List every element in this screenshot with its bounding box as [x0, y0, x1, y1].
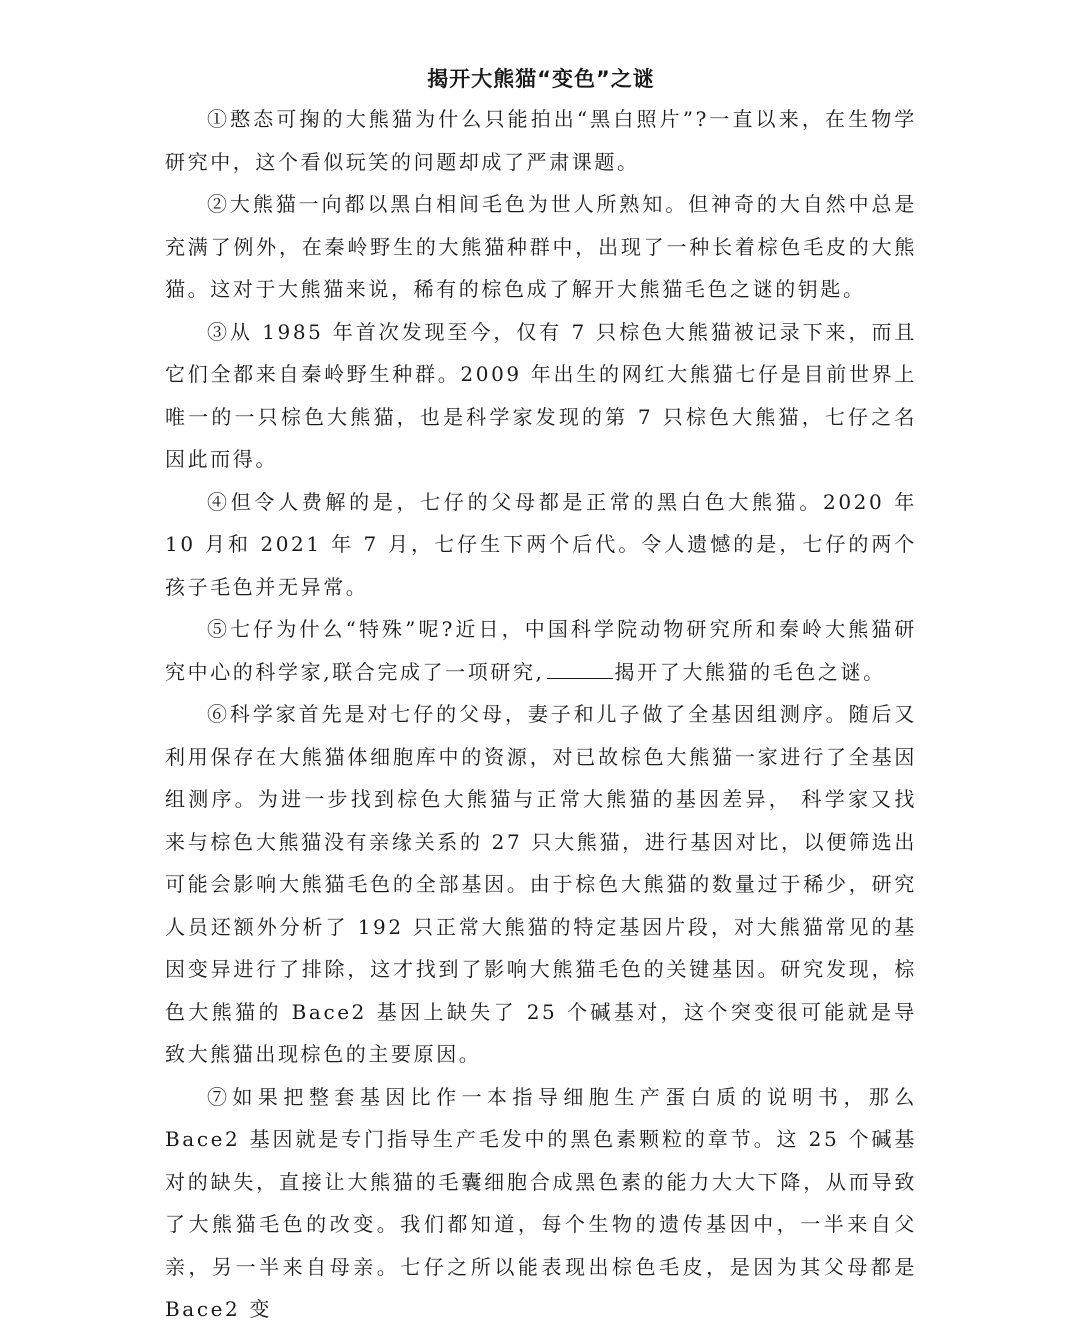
fill-in-blank	[547, 658, 613, 679]
paragraph-1: ①憨态可掬的大熊猫为什么只能拍出“黑白照片”?一直以来，在生物学研究中，这个看似玩笑的问题却成了严肃课题。	[165, 107, 917, 174]
paragraph-6: ⑥科学家首先是对七仔的父母，妻子和儿子做了全基因组测序。随后又利用保存在大熊猫体细胞库中的资源，对已故棕色大熊猫一家进行了全基因组测序。为进一步找到棕色大熊猫与正常大熊猫的基因差异， 科学家又找来与棕色大熊猫没有亲缘关系的 27 只大熊猫，进行基因对比，以便筛选出可能会影响大熊猫毛色的全部基因。由于棕色大熊猫的数量过于稀少，研究人员还额外分析了 192 只正常大熊猫的特定基因片段，对大熊猫常见的基因变异进行了排除，这才找到了影响大熊猫毛色的关键基因。研究发现，棕色大熊猫的 Bace2 基因上缺失了 25 个碱基对，这个突变很可能就是导致大熊猫出现棕色的主要原因。	[165, 702, 917, 1066]
paragraph-7: ⑦如果把整套基因比作一本指导细胞生产蛋白质的说明书，那么 Bace2 基因就是专门指导生产毛发中的黑色素颗粒的章节。这 25 个碱基对的缺失，直接让大熊猫的毛囊细胞合成黑色素的能力大大下降，从而导致了大熊猫毛色的改变。我们都知道，每个生物的遗传基因中，一半来自父亲，另一半来自母亲。七仔之所以能表现出棕色毛皮，是因为其父母都是 Bace2 变	[165, 1084, 917, 1321]
paragraph-3: ③从 1985 年首次发现至今，仅有 7 只棕色大熊猫被记录下来，而且它们全都来自秦岭野生种群。2009 年出生的网红大熊猫七仔是目前世界上唯一的一只棕色大熊猫，也是科学家发现的第 7 只棕色大熊猫，七仔之名因此而得。	[165, 319, 917, 471]
paragraph-2: ②大熊猫一向都以黑白相间毛色为世人所熟知。但神奇的大自然中总是充满了例外，在秦岭野生的大熊猫种群中，出现了一种长着棕色毛皮的大熊猫。这对于大熊猫来说，稀有的棕色成了解开大熊猫毛色之谜的钥匙。	[165, 192, 917, 301]
paragraph-4: ④但令人费解的是，七仔的父母都是正常的黑白色大熊猫。2020 年 10 月和 2021 年 7 月，七仔生下两个后代。令人遗憾的是，七仔的两个孩子毛色并无异常。	[165, 489, 917, 599]
paragraph-5	[165, 608, 917, 693]
article-title: 揭开大熊猫“变色”之谜	[427, 67, 655, 91]
paragraph-5-before-blank: ⑤七仔为什么“特殊”呢?近日，中国科学院动物研究所和秦岭大熊猫研究中心的科学家,联合完成了一项研究,	[165, 617, 917, 684]
paragraph-5-after-blank: 揭开了大熊猫的毛色之谜。	[614, 659, 886, 684]
